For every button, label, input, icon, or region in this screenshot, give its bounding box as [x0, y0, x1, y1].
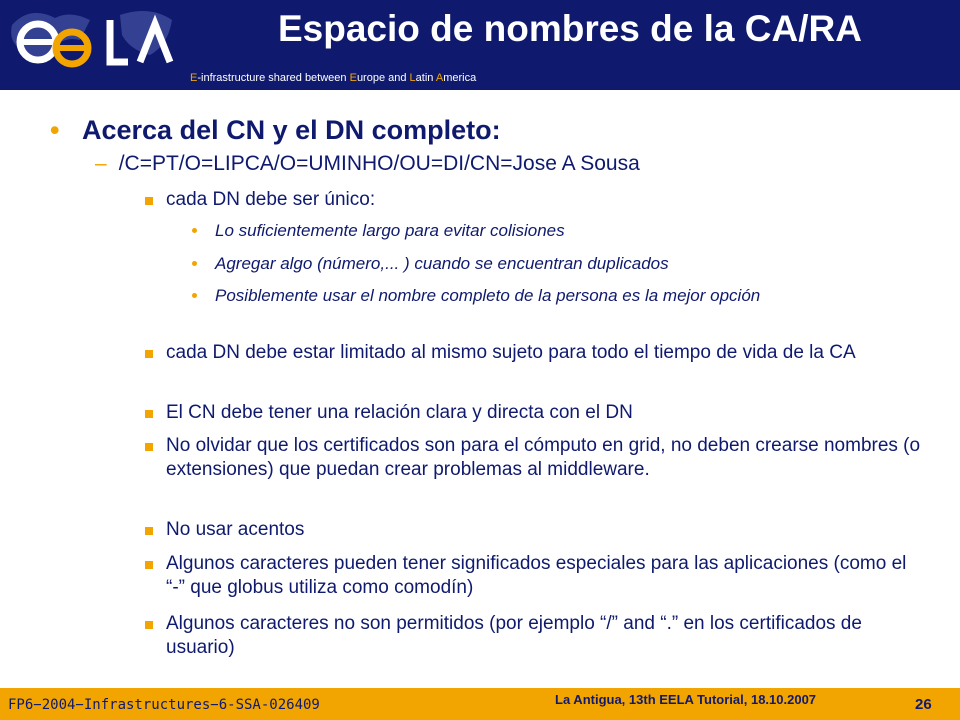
subtitle-part: merica	[443, 72, 477, 84]
list-item: No olvidar que los certificados son para el cómputo en grid, no deben crearse nombres (o extensiones) que puedan crear problemas al middleware.	[166, 435, 921, 480]
square-bullet	[145, 350, 153, 358]
subtitle-part: E	[190, 72, 198, 84]
sub-bullet	[192, 261, 197, 266]
egee-eela-logo	[0, 0, 180, 90]
subtitle-part: E	[349, 72, 357, 84]
subtitle-part: atin	[415, 72, 436, 84]
dash-marker: –	[95, 152, 107, 175]
square-bullet	[145, 527, 153, 535]
subtitle-part: L	[409, 72, 416, 84]
subtitle-part: -infrastructure shared between	[197, 72, 350, 84]
sub-bullet	[192, 293, 197, 298]
logo-icon	[0, 0, 180, 90]
sub-list-item: Agregar algo (número,... ) cuando se encuentran duplicados	[215, 254, 669, 273]
dn-example-line	[95, 152, 640, 176]
bullet-dot: •	[50, 115, 60, 145]
footer-event: La Antigua, 13th EELA Tutorial, 18.10.2007	[555, 692, 817, 707]
header-subtitle	[190, 72, 476, 84]
page-number: 26	[915, 696, 932, 713]
dn-example: /C=PT/O=LIPCA/O=UMINHO/OU=DI/CN=Jose A Sousa	[118, 152, 640, 175]
slide-footer	[0, 688, 960, 720]
square-bullet	[145, 443, 153, 451]
slide-content	[0, 90, 960, 688]
list-item: No usar acentos	[166, 519, 305, 540]
sub-bullet	[192, 228, 197, 233]
sub-list-item: Posiblemente usar el nombre completo de la persona es la mejor opción	[215, 286, 761, 305]
list-item: Algunos caracteres no son permitidos (por ejemplo “/” and “.” en los certificados de usuario)	[166, 613, 862, 658]
subtitle-part: urope and	[356, 72, 410, 84]
list-item: El CN debe tener una relación clara y directa con el DN	[166, 402, 633, 423]
list-item: Algunos caracteres pueden tener significados especiales para las aplicaciones (como el “-” que globus utiliza como comodín)	[166, 553, 907, 598]
list-item: cada DN debe estar limitado al mismo sujeto para todo el tiempo de vida de la CA	[166, 342, 856, 363]
square-bullet	[145, 197, 153, 205]
content-heading: Acerca del CN y el DN completo:	[82, 115, 501, 145]
square-bullet	[145, 410, 153, 418]
slide-header	[0, 0, 960, 90]
sub-list-item: Lo suficientemente largo para evitar colisiones	[215, 221, 565, 240]
square-bullet	[145, 561, 153, 569]
slide-title: Espacio de nombres de la CA/RA	[278, 8, 862, 49]
list-item: cada DN debe ser único:	[166, 189, 376, 210]
square-bullet	[145, 621, 153, 629]
footer-project: FP6−2004−Infrastructures−6-SSA-026409	[8, 697, 320, 713]
subtitle-part: A	[435, 72, 444, 84]
